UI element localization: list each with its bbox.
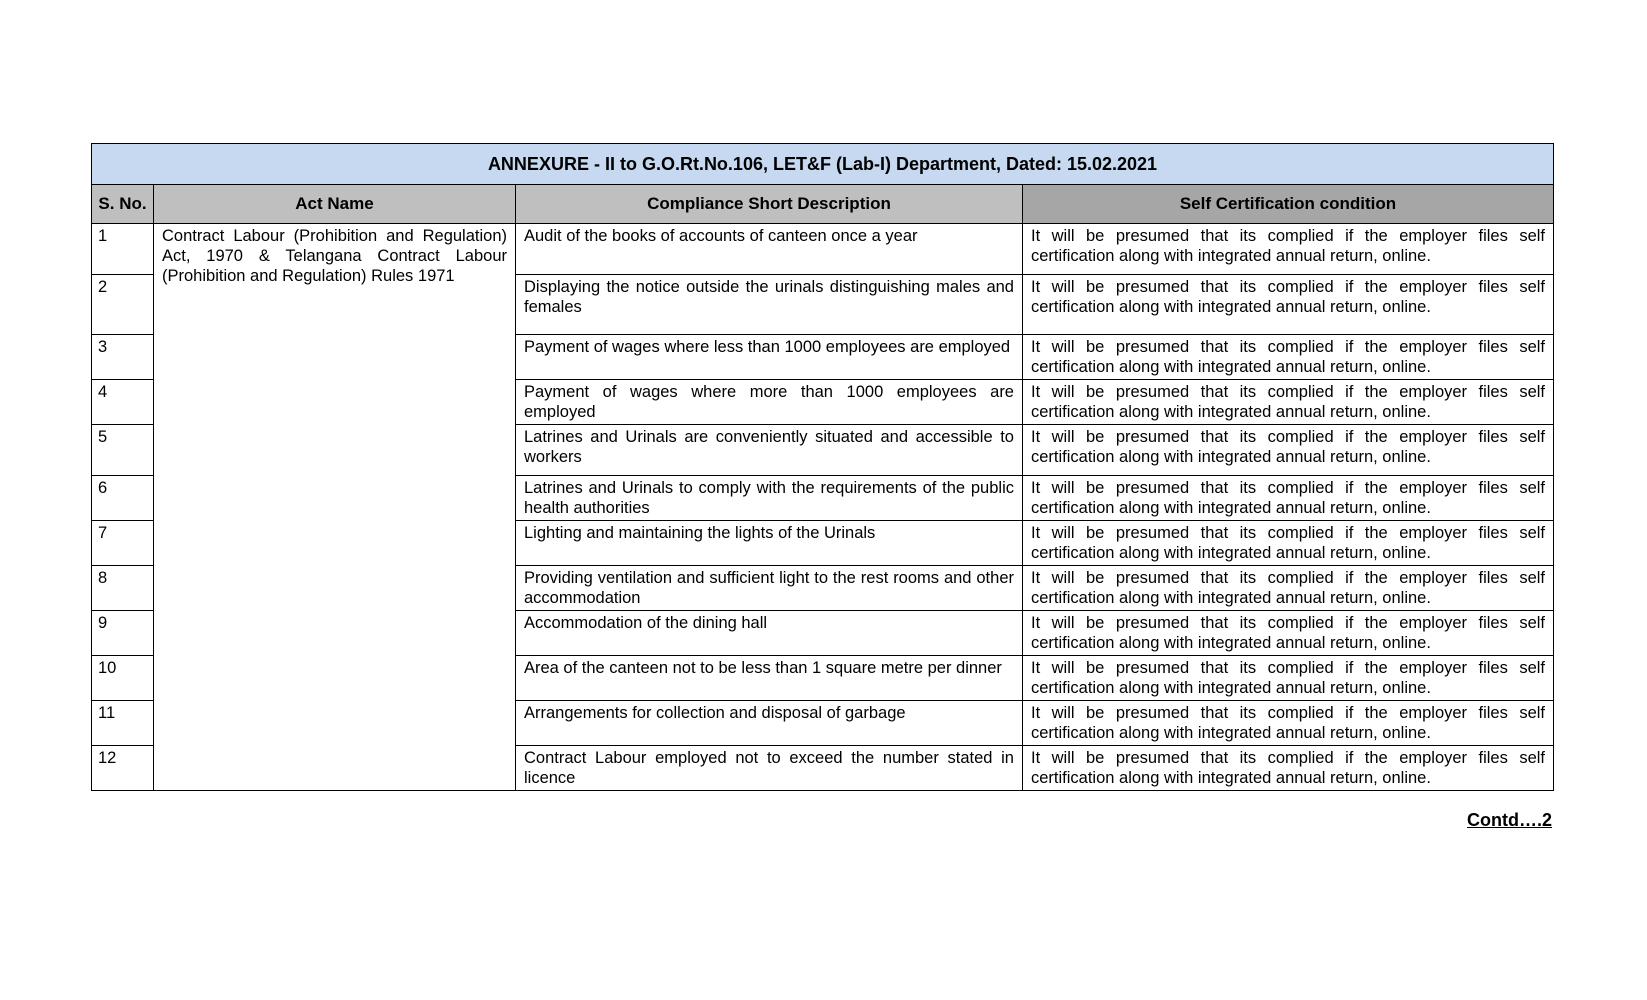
header-row xyxy=(92,185,1554,224)
condition-cell: It will be presumed that its complied if the employer files self certification along with integrated annual return, online. xyxy=(1023,275,1554,335)
description-cell: Contract Labour employed not to exceed the number stated in licence xyxy=(516,746,1023,791)
table-row xyxy=(92,224,1554,275)
condition-cell: It will be presumed that its complied if the employer files self certification along with integrated annual return, online. xyxy=(1023,380,1554,425)
condition-cell: It will be presumed that its complied if the employer files self certification along with integrated annual return, online. xyxy=(1023,746,1554,791)
condition-cell: It will be presumed that its complied if the employer files self certification along with integrated annual return, online. xyxy=(1023,224,1554,275)
sno-cell: 1 xyxy=(92,224,154,275)
annexure-table xyxy=(91,143,1554,791)
description-cell: Audit of the books of accounts of canteen once a year xyxy=(516,224,1023,275)
title-row xyxy=(92,144,1554,185)
description-cell: Latrines and Urinals to comply with the requirements of the public health authorities xyxy=(516,476,1023,521)
sno-cell: 7 xyxy=(92,521,154,566)
description-cell: Latrines and Urinals are conveniently situated and accessible to workers xyxy=(516,425,1023,476)
description-cell: Accommodation of the dining hall xyxy=(516,611,1023,656)
description-cell: Displaying the notice outside the urinals distinguishing males and females xyxy=(516,275,1023,335)
sno-cell: 9 xyxy=(92,611,154,656)
header-act-name: Act Name xyxy=(154,185,516,224)
description-cell: Payment of wages where less than 1000 employees are employed xyxy=(516,335,1023,380)
condition-cell: It will be presumed that its complied if the employer files self certification along with integrated annual return, online. xyxy=(1023,656,1554,701)
sno-cell: 11 xyxy=(92,701,154,746)
header-compliance-description: Compliance Short Description xyxy=(516,185,1023,224)
condition-cell: It will be presumed that its complied if the employer files self certification along with integrated annual return, online. xyxy=(1023,335,1554,380)
sno-cell: 4 xyxy=(92,380,154,425)
description-cell: Arrangements for collection and disposal of garbage xyxy=(516,701,1023,746)
condition-cell: It will be presumed that its complied if the employer files self certification along with integrated annual return, online. xyxy=(1023,521,1554,566)
sno-cell: 2 xyxy=(92,275,154,335)
sno-cell: 10 xyxy=(92,656,154,701)
sno-cell: 6 xyxy=(92,476,154,521)
sno-cell: 12 xyxy=(92,746,154,791)
sno-cell: 5 xyxy=(92,425,154,476)
continued-label: Contd….2 xyxy=(1467,810,1552,830)
header-sno: S. No. xyxy=(92,185,154,224)
header-self-certification: Self Certification condition xyxy=(1023,185,1554,224)
condition-cell: It will be presumed that its complied if the employer files self certification along with integrated annual return, online. xyxy=(1023,611,1554,656)
condition-cell: It will be presumed that its complied if the employer files self certification along with integrated annual return, online. xyxy=(1023,425,1554,476)
description-cell: Providing ventilation and sufficient light to the rest rooms and other accommodation xyxy=(516,566,1023,611)
description-cell: Payment of wages where more than 1000 employees are employed xyxy=(516,380,1023,425)
condition-cell: It will be presumed that its complied if the employer files self certification along with integrated annual return, online. xyxy=(1023,476,1554,521)
sno-cell: 3 xyxy=(92,335,154,380)
condition-cell: It will be presumed that its complied if the employer files self certification along with integrated annual return, online. xyxy=(1023,566,1554,611)
sno-cell: 8 xyxy=(92,566,154,611)
description-cell: Lighting and maintaining the lights of the Urinals xyxy=(516,521,1023,566)
condition-cell: It will be presumed that its complied if the employer files self certification along with integrated annual return, online. xyxy=(1023,701,1554,746)
table-title: ANNEXURE - II to G.O.Rt.No.106, LET&F (Lab-I) Department, Dated: 15.02.2021 xyxy=(92,144,1554,185)
description-cell: Area of the canteen not to be less than 1 square metre per dinner xyxy=(516,656,1023,701)
act-name-cell: Contract Labour (Prohibition and Regulation) Act, 1970 & Telangana Contract Labour (Prohibition and Regulation) Rules 1971 xyxy=(154,224,516,791)
